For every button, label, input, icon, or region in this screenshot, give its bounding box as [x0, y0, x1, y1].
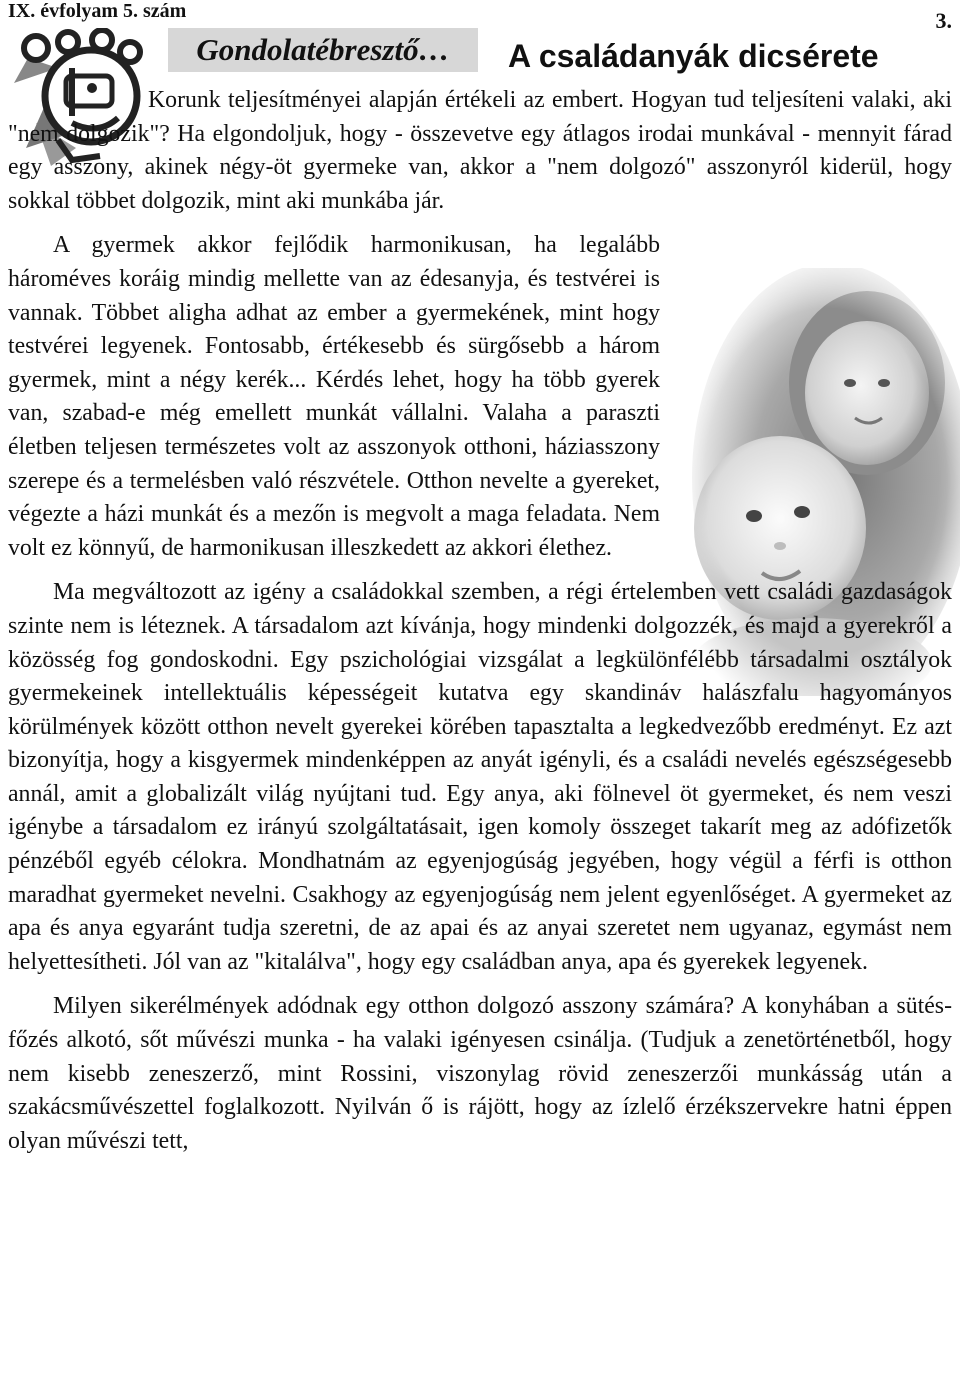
paragraph-1: Korunk teljesítményei alapján értékeli az embert. Hogyan tud teljesíteni valaki, aki "nem dolgozik"? Ha elgondoljuk, hogy - összevetve egy átlagos irodai munkával - mennyit fárad egy asszony, akinek négy-öt gyermeke van, akkor a "nem dolgozó" asszonyról kiderül, hogy sokkal többet dolgozik, mint aki munkába jár.: [8, 87, 952, 214]
article-body: [8, 84, 952, 1169]
paragraph-3: Ma megváltozott az igény a családokkal szemben, a régi értelemben vett családi gazdaságok szinte nem is léteznek. A társadalom azt kívánja, hogy mindenki dolgozzék, és majd a gyerekről a közösség fog gondoskodni. Egy pszichológiai vizsgálat a legkülönfélébb társadalmi osztályok gyermekeinek intellektuális képességeit kutatva egy skandináv halászfalu hagyományos körülmények között otthon nevelt gyerekei körében tapasztalta a legkedvezőbb eredményt. Ez azt bizonyítja, hogy a kisgyermek mindenképpen az anyát igényli, és a családi nevelés egészségesebb annál, amit a globalizált világ nyújtani tud. Egy anya, aki fölnevel öt gyermeket, és nem veszi igénybe a társadalom ez irányú szolgáltatásait, igen komoly összeget takarít meg az adófizetők pénzéből egyéb célokra. Mondhatnám az egyenjogúság jegyében, hogy végül a férfi is otthon maradhat gyermeket nevelni. Csakhogy az egyenjogúság nem jelent egyenlőséget. A gyermeket az apa és anya egyaránt tudja szeretni, de az apai és az anyai szeretet nem ugyanaz, egymást nem helyettesítheti. Jól van az "kitalálva", hogy egy családban anya, apa és gyerekek legyenek.: [8, 579, 952, 975]
column-title-box: [168, 28, 478, 72]
paragraph-2: A gyermek akkor fejlődik harmonikusan, ha legalább hároméves koráig mindig mellette van az édesanyja, és testvérei is vannak. Többet aligha adhat az ember a gyermekének, mint hogy testvérei legyenek. Fontosabb, értékesebb és sürgősebb a három gyermek, mint a négy kerék... Kérdés lehet, hogy ha több gyerek van, szabad-e még emellett munkát vállalni. Valaha a paraszti életben teljesen természetes volt az asszonyok otthoni, háziasszony szerepe és a termelésben való részvétele. Otthon nevelte a gyereket, végezte a házi munkát és a mezőn is megvolt a maga feladata. Nem volt ez könnyű, de harmonikusan illeszkedett az akkori élethez.: [8, 232, 660, 561]
paragraph-4: Milyen sikerélmények adódnak egy otthon dolgozó asszony számára? A konyhában a sütés-főzés alkotó, sőt művészi munka - ha valaki igényesen csinálja. (Tudjuk a zenetörténetből, hogy nem kisebb zeneszerző, mint Rossini, viszonylag rövid zeneszerzői munkásság után a szakácsművészettel foglalkozott. Nyilván ő is rájött, hogy az ízlelő érzékszervekre hatni éppen olyan művészi tett,: [8, 993, 952, 1154]
article-headline: A családanyák dicsérete: [508, 38, 879, 74]
issue-label: IX. évfolyam 5. szám: [8, 0, 187, 22]
column-title: Gondolatébresztő…: [196, 32, 450, 67]
page-number: 3.: [935, 8, 952, 33]
